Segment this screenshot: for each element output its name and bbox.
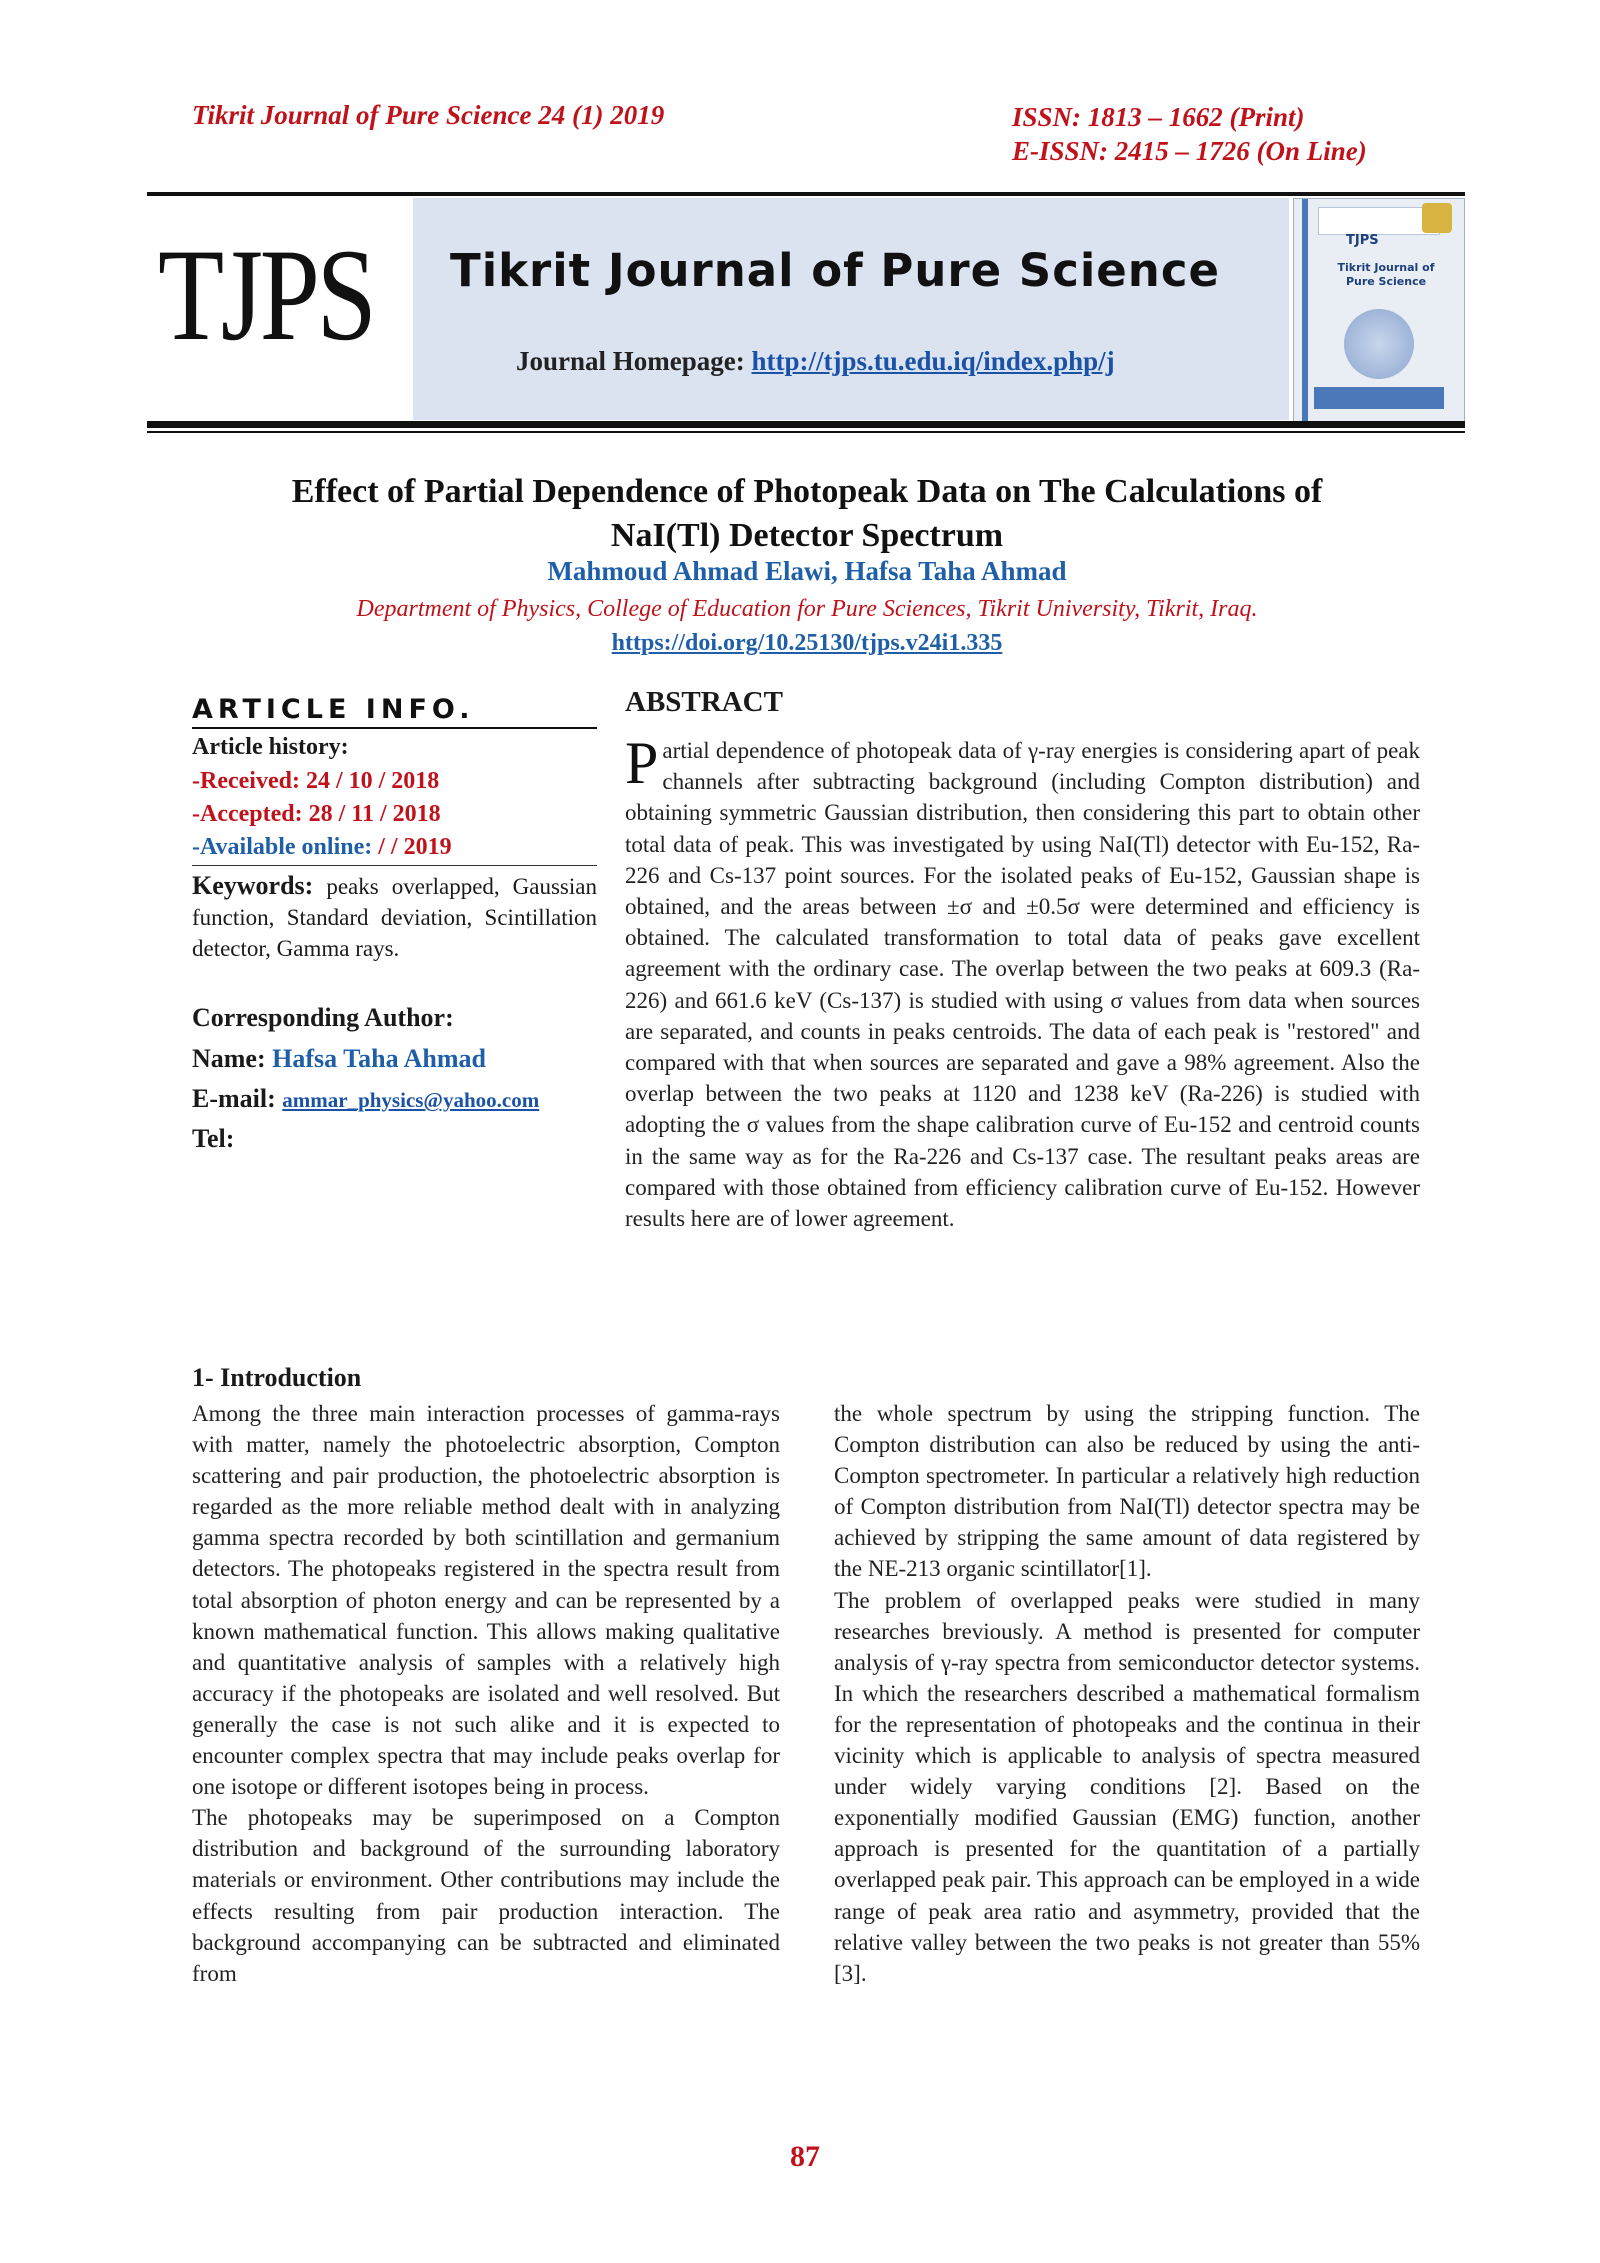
received-value: 24 / 10 / 2018 xyxy=(305,768,440,794)
abstract-body xyxy=(625,730,1420,1234)
received-date xyxy=(192,768,439,795)
cover-strip xyxy=(1302,199,1308,421)
author-tel: Tel: xyxy=(192,1124,235,1153)
accepted-value: 28 / 11 / 2018 xyxy=(308,801,441,827)
keywords-text: peaks overlapped, Gaussian function, Standard deviation, Scintillation detector, Gamma rays. xyxy=(192,874,597,961)
available-online-date xyxy=(192,834,452,861)
issn-header xyxy=(1012,100,1432,168)
introduction-left-column xyxy=(192,1398,780,1989)
article-title-line1: Effect of Partial Dependence of Photopeak Data on The Calculations of xyxy=(291,473,1323,510)
homepage-label: Journal Homepage: xyxy=(516,346,745,376)
article-info-divider xyxy=(192,865,597,866)
email-label: E-mail: xyxy=(192,1084,276,1113)
available-label: -Available online: xyxy=(192,834,373,860)
article-doi[interactable] xyxy=(192,630,1422,657)
intro-paragraph: Among the three main interaction processes of gamma-rays with matter, namely the photoelectric absorption, Compton scattering and pair production, the photoelectric absorption is regarded as the more reliable method dealt with in analyzing gamma spectra recorded by both scintillation and germanium detectors. The photopeaks registered in the spectra result from total absorption of photon energy and can be represented by a known mathematical function. This allows making qualitative and quantitative analysis of samples with a relatively high accuracy if the photopeaks are isolated and well resolved. But generally the case is not such alike and it is expected to encounter complex spectra that may include peaks overlap for one isotope or different isotopes being in process. xyxy=(192,1401,780,1800)
page-number: 87 xyxy=(790,2140,820,2173)
masthead-bottom-rule-thin xyxy=(147,431,1465,433)
tjps-logo: TJPS xyxy=(158,221,374,368)
masthead-top-rule xyxy=(147,192,1465,196)
article-history-label: Article history: xyxy=(192,734,349,760)
article-info-rule xyxy=(192,727,597,729)
article-title-line2: NaI(Tl) Detector Spectrum xyxy=(610,517,1004,554)
doi-link[interactable]: https://doi.org/10.25130/tjps.v24i1.335 xyxy=(611,630,1003,656)
available-value: / / 2019 xyxy=(378,834,452,860)
issn-print: ISSN: 1813 – 1662 (Print) xyxy=(1012,102,1305,132)
article-authors: Mahmoud Ahmad Elawi, Hafsa Taha Ahmad xyxy=(547,556,1067,586)
keywords-label: Keywords: xyxy=(192,871,314,900)
masthead-bottom-rule xyxy=(147,421,1465,428)
cover-journal-name: Tikrit Journal of Pure Science xyxy=(1337,261,1435,288)
intro-paragraph: the whole spectrum by using the stripping function. The Compton distribution can also be reduced by using the anti-Compton spectrometer. In particular a relatively high reduction of Compton distribution from NaI(Tl) detector spectra may be achieved by stripping the same amount of data registered by the NE-213 organic scintillator[1]. xyxy=(834,1401,1420,1582)
journal-homepage xyxy=(516,346,1276,377)
intro-paragraph: The problem of overlapped peaks were studied in many researches breviously. A method is presented for computer analysis of γ-ray spectra from semiconductor detector systems. In which the researchers described a mathematical formalism for the representation of photopeaks and the continua in their vicinity which is applicable to analysis of spectra measured under widely varying conditions [2]. Based on the exponentially modified Gaussian (EMG) function, another approach is presented for the quantitation of a partially overlapped peak pair. This approach can be employed in a wide range of peak area ratio and asymmetry, provided that the relative valley between the two peaks is not greater than 55% [3]. xyxy=(834,1587,1420,1986)
cover-emblem xyxy=(1344,309,1414,379)
received-label: -Received: xyxy=(192,768,300,794)
author-name xyxy=(192,1044,486,1074)
abstract-heading: ABSTRACT xyxy=(625,686,783,718)
university-crest-icon xyxy=(1422,203,1452,233)
abstract-text: artial dependence of photopeak data of γ-ray energies is considering apart of peak channels after subtracting background (including Compton distribution) and obtaining symmetric Gaussian distribution, then considering this part to obtain other total data of peak. This was investigated by using NaI(Tl) detector with Eu-152, Ra-226 and Cs-137 point sources. For the isolated peaks of Eu-152, Gaussian shape is obtained, and the areas between ±σ and ±0.5σ were determined and efficiency is obtained. The calculated transformation to total data of peaks gave excellent agreement with the ordinary case. The overlap between the two peaks at 609.3 (Ra-226) and 661.6 keV (Cs-137) is studied with using σ values from data when sources are separated, and counts in peaks centroids. The data of each peak is "restored" and compared with that when sources are separated and gave a 98% agreement. Also the overlap between the two peaks at 1120 and 1238 keV (Ra-226) is studied with adopting the σ values from the shape calibration curve of Eu-152 and centroid counts in the same way as for the Ra-226 and Cs-137 case. The resultant peaks areas are compared with those obtained from efficiency calibration curve of Eu-152. However results here are of lower agreement. xyxy=(625,738,1420,1232)
journal-issue-header: Tikrit Journal of Pure Science 24 (1) 2019 xyxy=(192,100,665,130)
keywords xyxy=(192,870,597,964)
cover-footer-band xyxy=(1314,387,1444,409)
journal-name: Tikrit Journal of Pure Science xyxy=(450,244,1221,297)
introduction-heading: 1- Introduction xyxy=(192,1363,362,1392)
article-affiliation: Department of Physics, College of Education for Pure Sciences, Tikrit University, Tikrit, Iraq. xyxy=(356,596,1258,622)
masthead-band xyxy=(413,198,1289,420)
name-value: Hafsa Taha Ahmad xyxy=(272,1044,487,1073)
homepage-link[interactable]: http://tjps.tu.edu.iq/index.php/j xyxy=(751,346,1115,376)
accepted-date xyxy=(192,801,441,828)
name-label: Name: xyxy=(192,1044,266,1073)
author-email xyxy=(192,1084,539,1114)
cover-label: TJPS xyxy=(1346,233,1379,248)
accepted-label: -Accepted: xyxy=(192,801,303,827)
corresponding-author-label: Corresponding Author: xyxy=(192,1003,454,1032)
article-info-heading: ARTICLE INFO. xyxy=(192,694,475,725)
abstract-dropcap: P xyxy=(625,730,659,796)
article-title xyxy=(192,470,1422,558)
email-link[interactable]: ammar_physics@yahoo.com xyxy=(282,1088,540,1112)
introduction-right-column xyxy=(834,1398,1420,1989)
intro-paragraph: The photopeaks may be superimposed on a Compton distribution and background of the surrounding laboratory materials or environment. Other contributions may include the effects resulting from pair production interaction. The background accompanying can be subtracted and eliminated from xyxy=(192,1805,780,1986)
issn-online: E-ISSN: 2415 – 1726 (On Line) xyxy=(1012,136,1367,166)
